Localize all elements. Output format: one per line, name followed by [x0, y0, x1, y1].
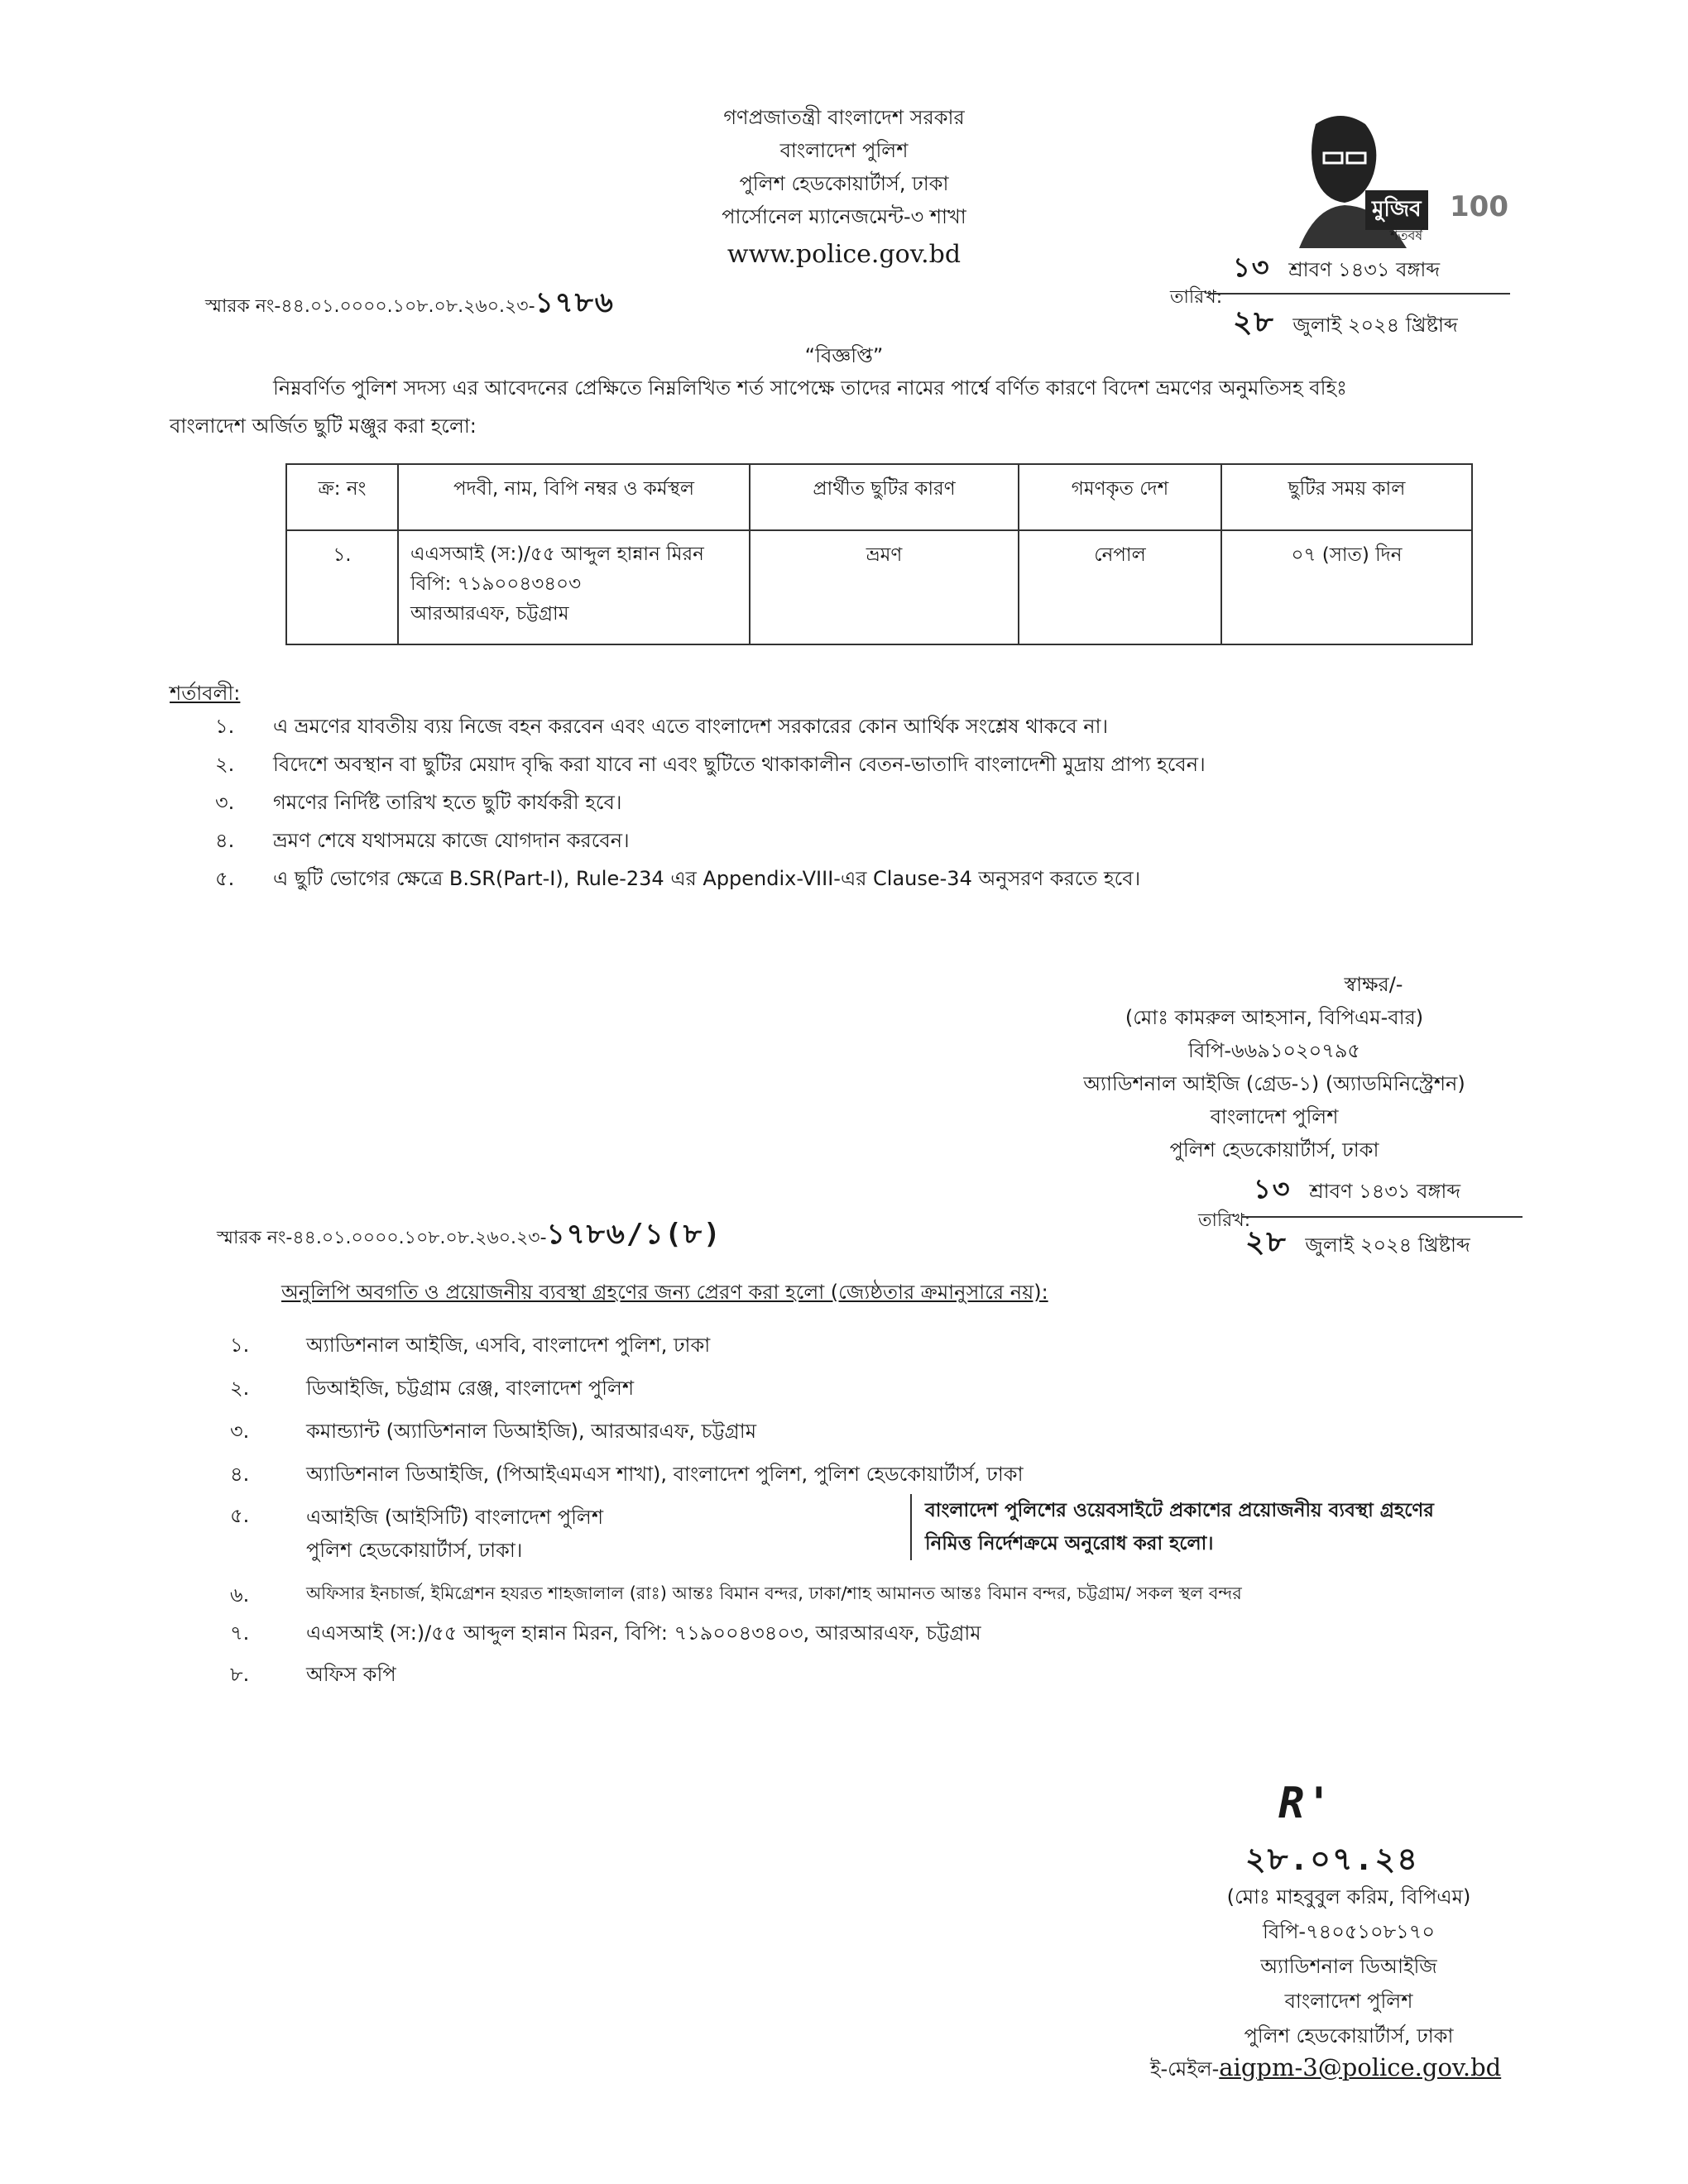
email-link[interactable]: aigpm-3@police.gov.bd — [1219, 2053, 1502, 2081]
signatory-designation: অ্যাডিশনাল আইজি (গ্রেড-১) (অ্যাডমিনিস্ট্রেশন) — [1083, 1072, 1465, 1095]
table-row — [286, 530, 1472, 644]
handwritten-initial: R' — [1278, 1779, 1334, 1828]
intro-line-2: বাংলাদেশ অর্জিত ছুটি মঞ্জুর করা হলো: — [170, 414, 477, 438]
cell-reason: ভ্রমণ — [750, 530, 1019, 644]
copy-number: ১. — [230, 1334, 250, 1357]
header-line-hq: পুলিশ হেডকোয়ার্টার্স, ঢাকা — [739, 172, 949, 195]
condition-number: ১. — [215, 715, 235, 738]
condition-text: এ ছুটি ভোগের ক্ষেত্রে B.SR(Part-I), Rule-234 এর Appendix-VIII-এর Clause-34 অনুসরণ করতে হবে। — [273, 867, 1141, 890]
copy-number: ৪. — [230, 1463, 250, 1486]
member-name: এএসআই (স:)/৫৫ আব্দুল হান্নান মিরন — [410, 544, 704, 565]
logo-text: মুজিব — [1372, 197, 1422, 222]
date-english-rest: জুলাই ২০২৪ খ্রিষ্টাব্দ — [1292, 314, 1458, 337]
signatory-bp: বিপি-৭৪০৫১০৮১৭০ — [1263, 1920, 1435, 1943]
signatory-name: (মোঃ মাহবুবুল করিম, বিপিএম) — [1226, 1885, 1471, 1909]
condition-number: ৫. — [215, 867, 235, 890]
date-day-handwritten: ২৮ — [1245, 1225, 1288, 1259]
memo-number-1 — [205, 281, 615, 328]
condition-number: ৪. — [215, 829, 235, 852]
memo2-date-label: তারিখ: — [1198, 1210, 1251, 1231]
copy-text: অফিসার ইনচার্জ, ইমিগ্রেশন হযরত শাহজালাল (রাঃ) আন্তঃ বিমান বন্দর, ঢাকা/শাহ আমানত আন্তঃ বিমান বন্দর, চট্টগ্রাম/ সকল স্থল বন্দর — [306, 1583, 1242, 1603]
memo1-date-bengali — [1233, 247, 1440, 291]
signature-block-2 — [1142, 1880, 1556, 2053]
cell-country: নেপাল — [1019, 530, 1221, 644]
date-day-handwritten: ১৩ — [1254, 1173, 1292, 1205]
condition-text: বিদেশে অবস্থান বা ছুটির মেয়াদ বৃদ্ধি করা যাবে না এবং ছুটিতে থাকাকালীন বেতন-ভাতাদি বাংলাদেশী মুদ্রায় প্রাপ্য হবেন। — [273, 753, 1206, 776]
copy-text: ডিআইজি, চট্টগ্রাম রেঞ্জ, বাংলাদেশ পুলিশ — [306, 1377, 635, 1400]
notice-title: “বিজ্ঞপ্তি” — [804, 344, 884, 367]
header-serial: ক্র: নং — [286, 464, 398, 530]
memo1-date-english — [1233, 299, 1458, 349]
logo-text-box — [1365, 190, 1428, 230]
member-bp: বিপি: ৭১৯০০৪৩৪০৩ — [410, 573, 582, 595]
leave-table — [285, 463, 1473, 645]
signatory-office: পুলিশ হেডকোয়ার্টার্স, ঢাকা — [1169, 1138, 1379, 1161]
signatory-office: পুলিশ হেডকোয়ার্টার্স, ঢাকা — [1244, 2024, 1454, 2048]
date-day-handwritten: ১৩ — [1233, 251, 1271, 283]
copy-text: অ্যাডিশনাল ডিআইজি, (পিআইএমএস শাখা), বাংলাদেশ পুলিশ, পুলিশ হেডকোয়ার্টার্স, ঢাকা — [306, 1463, 1024, 1486]
cell-name — [398, 530, 750, 644]
memo2-date-english — [1245, 1219, 1470, 1269]
signature-block-1 — [1009, 968, 1539, 1166]
date-divider — [1208, 293, 1510, 295]
copy-text — [306, 1501, 603, 1567]
memo-prefix: স্মারক নং-৪৪.০১.০০০০.১০৮.০৮.২৬০.২৩- — [205, 296, 535, 317]
table-header-row — [286, 464, 1472, 530]
header-duration: ছুটির সময় কাল — [1221, 464, 1472, 530]
letterhead — [579, 101, 1109, 271]
copy-number: ৫. — [230, 1504, 250, 1527]
copy-text: কমান্ড্যান্ট (অ্যাডিশনাল ডিআইজি), আরআরএফ, চট্টগ্রাম — [306, 1420, 757, 1443]
signatory-bp: বিপি-৬৬৯১০২০৭৯৫ — [1188, 1039, 1360, 1062]
intro-line-1: নিম্নবর্ণিত পুলিশ সদস্য এর আবেদনের প্রেক্ষিতে নিম্নলিখিত শর্ত সাপেক্ষে তাদের নামের পার্শ্বে বর্ণিত কারণে বিদেশ ভ্রমণের অনুমতিসহ বহিঃ — [273, 376, 1347, 400]
copy-text: অ্যাডিশনাল আইজি, এসবি, বাংলাদেশ পুলিশ, ঢাকা — [306, 1334, 711, 1357]
date-bengali-rest: শ্রাবণ ১৪৩১ বঙ্গাব্দ — [1309, 1180, 1461, 1203]
logo-number: 100 — [1450, 190, 1508, 223]
copy-number: ৬. — [230, 1583, 250, 1607]
memo2-date-bengali — [1254, 1168, 1460, 1213]
cell-duration: ০৭ (সাত) দিন — [1221, 530, 1472, 644]
header-reason: প্রার্থীত ছুটির কারণ — [750, 464, 1019, 530]
condition-number: ৩. — [215, 791, 235, 814]
signatory-name: (মোঃ কামরুল আহসান, বিপিএম-বার) — [1125, 1006, 1424, 1029]
intro-paragraph — [170, 369, 1527, 445]
signatory-org: বাংলাদেশ পুলিশ — [1284, 1990, 1413, 2013]
condition-text: ভ্রমণ শেষে যথাসময়ে কাজে যোগদান করবেন। — [273, 829, 630, 852]
website-note — [910, 1494, 1434, 1560]
copy-number: ২. — [230, 1377, 250, 1400]
date-english-rest: জুলাই ২০২৪ খ্রিষ্টাব্দ — [1305, 1233, 1470, 1257]
copy-number: ৭. — [230, 1621, 250, 1645]
date-day-handwritten: ২৮ — [1233, 305, 1275, 339]
condition-number: ২. — [215, 753, 235, 776]
copy-text: অফিস কপি — [306, 1663, 396, 1686]
memo-handwritten-number: ১৭৮৬/১(৮) — [546, 1218, 722, 1251]
conditions-title: শর্তাবলী: — [170, 682, 241, 705]
copy-number: ৮. — [230, 1663, 250, 1686]
memo1-date-label: তারিখ: — [1170, 287, 1223, 308]
copy-intro: অনুলিপি অবগতি ও প্রয়োজনীয় ব্যবস্থা গ্রহণের জন্য প্রেরণ করা হলো (জ্যেষ্ঠতার ক্রমানুসারে নয়): — [281, 1281, 1048, 1304]
signatory-org: বাংলাদেশ পুলিশ — [1210, 1105, 1339, 1128]
date-bengali-rest: শ্রাবণ ১৪৩১ বঙ্গাব্দ — [1288, 258, 1441, 281]
copy5-line-2: পুলিশ হেডকোয়ার্টার্স, ঢাকা। — [306, 1539, 523, 1562]
copy-text: এএসআই (স:)/৫৫ আব্দুল হান্নান মিরন, বিপি: ৭১৯০০৪৩৪০৩, আরআরএফ, চট্টগ্রাম — [306, 1621, 981, 1645]
handwritten-sign-date: ২৮.০৭.২৪ — [1245, 1841, 1419, 1877]
memo-prefix: স্মারক নং-৪৪.০১.০০০০.১০৮.০৮.২৬০.২৩- — [217, 1228, 547, 1248]
mujib-centenary-logo — [1266, 108, 1508, 256]
copy-item-5 — [230, 1501, 1513, 1575]
header-line-branch: পার্সোনেল ম্যানেজমেন্ট-৩ শাখা — [722, 205, 966, 228]
email-line — [1150, 2053, 1501, 2087]
copy-number: ৩. — [230, 1420, 250, 1443]
member-workplace: আরআরএফ, চট্টগ্রাম — [410, 603, 569, 625]
condition-text: গমণের নির্দিষ্ট তারিখ হতে ছুটি কার্যকরী হবে। — [273, 791, 622, 814]
header-country: গমণকৃত দেশ — [1019, 464, 1221, 530]
signatory-designation: অ্যাডিশনাল ডিআইজি — [1260, 1955, 1437, 1978]
cell-serial: ১. — [286, 530, 398, 644]
header-website: www.police.gov.bd — [727, 240, 961, 269]
header-line-police: বাংলাদেশ পুলিশ — [779, 139, 909, 162]
note-line-1: বাংলাদেশ পুলিশের ওয়েবসাইটে প্রকাশের প্রয়োজনীয় ব্যবস্থা গ্রহণের — [925, 1500, 1434, 1521]
signed-marker: স্বাক্ষর/- — [1344, 973, 1403, 996]
header-name: পদবী, নাম, বিপি নম্বর ও কর্মস্থল — [398, 464, 750, 530]
logo-subtext: শতবর্ষ — [1390, 228, 1423, 243]
email-label: ই-মেইল- — [1150, 2057, 1220, 2081]
memo-number-2 — [217, 1213, 722, 1260]
memo-handwritten-number: ১৭৮৬ — [535, 286, 615, 319]
header-line-government: গণপ্রজাতন্ত্রী বাংলাদেশ সরকার — [723, 106, 965, 129]
copy5-line-1: এআইজি (আইসিটি) বাংলাদেশ পুলিশ — [306, 1506, 604, 1529]
condition-text: এ ভ্রমণের যাবতীয় ব্যয় নিজে বহন করবেন এবং এতে বাংলাদেশ সরকারের কোন আর্থিক সংশ্লেষ থাকবে না। — [273, 715, 1109, 738]
note-line-2: নিমিত্ত নির্দেশক্রমে অনুরোধ করা হলো। — [925, 1533, 1214, 1554]
date-divider — [1241, 1216, 1523, 1218]
